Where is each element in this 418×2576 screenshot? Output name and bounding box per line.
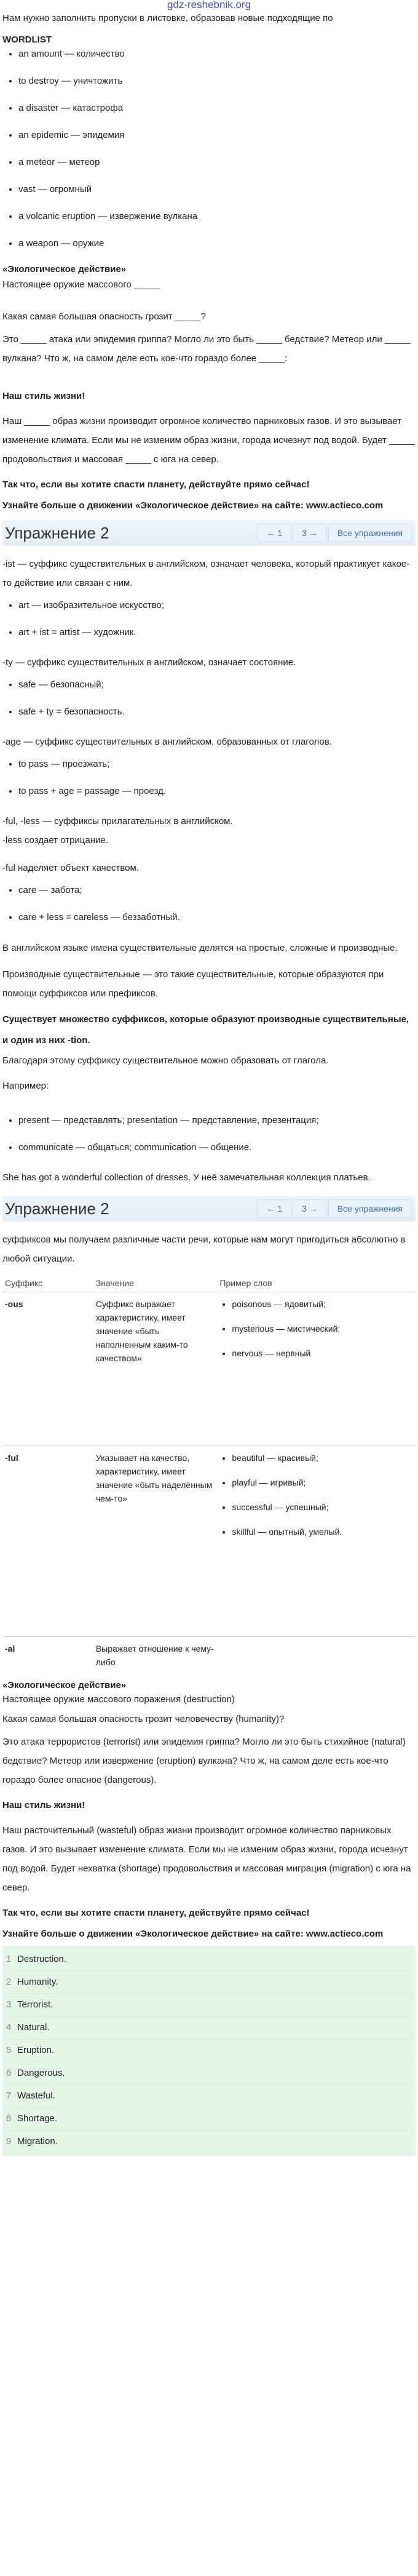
suffix-ist-list bbox=[2, 599, 416, 639]
answer-number: 3 bbox=[6, 1999, 12, 2010]
answer-number: 4 bbox=[6, 2022, 12, 2033]
answer-number: 6 bbox=[6, 2068, 12, 2078]
leaflet-paragraph: Наш стиль жизни! bbox=[2, 391, 85, 401]
next-exercise-button[interactable]: 3 → bbox=[293, 1199, 327, 1218]
suffix-ful-less: -ful, -less — суффиксы прилагательных в английском. bbox=[2, 816, 233, 826]
list-item: • nervous — нервный bbox=[232, 1346, 413, 1360]
suffix-ful: -ful наделяет объект качеством. bbox=[2, 863, 139, 873]
table-cell bbox=[217, 1446, 416, 1637]
table-cell: -al bbox=[2, 1637, 93, 1674]
list-item: • care — забота; bbox=[18, 884, 416, 897]
exercise-nav bbox=[257, 524, 412, 542]
table-cell: -ful bbox=[2, 1446, 93, 1637]
list-item: • present — представлять; presentation — представление, презентация; bbox=[18, 1114, 416, 1127]
all-exercises-button[interactable]: Все упражнения bbox=[328, 1199, 412, 1218]
table-header: Значение bbox=[93, 1274, 218, 1292]
answer-paragraph: Наш расточительный (wasteful) образ жизни производит огромное количество парниковых газов. И это вызывает изменение климата. Если мы не изменим образ жизни, города исчезнут под водой. Будет нехватка (shortage) продовольствия и массовая миграция (migration) с юга на север. bbox=[2, 1825, 411, 1893]
table-cell: Суффикс выражает характеристику, имеет значение «быть наполненным каким-то качеством» bbox=[93, 1292, 218, 1446]
list-item: • poisonous — ядовитый; bbox=[232, 1297, 413, 1311]
table-cell bbox=[217, 1637, 416, 1674]
suffix-ty: -ty — суффикс существительных в английском, означает состояние. bbox=[2, 657, 296, 668]
answer-paragraph: Какая самая большая опасность грозит человечеству (humanity)? bbox=[2, 1714, 285, 1724]
table-cell: -ous bbox=[2, 1292, 93, 1446]
document-body bbox=[0, 11, 418, 2156]
list-item: • art — изобразительное искусство; bbox=[18, 599, 416, 612]
table-cell: Выражает отношение к чему-либо bbox=[93, 1637, 218, 1674]
answer-heading: «Экологическое действие» bbox=[2, 1680, 127, 1690]
leaflet-paragraph: Настоящее оружие массового _____ bbox=[2, 279, 160, 290]
table-row bbox=[2, 1292, 416, 1446]
site-header-link[interactable]: gdz-reshebnik.org bbox=[167, 0, 251, 10]
answer-row bbox=[6, 2039, 412, 2062]
answer-text: Humanity. bbox=[17, 1977, 58, 1987]
leaflet-paragraph: Какая самая большая опасность грозит _____? bbox=[2, 311, 206, 322]
answer-number: 8 bbox=[6, 2113, 12, 2124]
next-exercise-button[interactable]: 3 → bbox=[293, 524, 327, 542]
text-paragraph: В английском языке имена существительные делятся на простые, сложные и производные. bbox=[2, 943, 398, 953]
wordlist-item: • a weapon — оружие bbox=[18, 237, 416, 250]
all-exercises-button[interactable]: Все упражнения bbox=[328, 524, 412, 542]
text-paragraph: Существует множество суффиксов, которые образуют производные существительные, и один из них -tion. bbox=[2, 1014, 409, 1046]
answer-paragraph: Так что, если вы хотите спасти планету, действуйте прямо сейчас! bbox=[2, 1908, 310, 1918]
leaflet-paragraph: Так что, если вы хотите спасти планету, действуйте прямо сейчас! bbox=[2, 479, 310, 490]
answer-number: 7 bbox=[6, 2090, 12, 2101]
answer-row bbox=[6, 1994, 412, 2017]
leaflet-heading: «Экологическое действие» bbox=[2, 264, 127, 274]
list-item: • beautiful — красивый; bbox=[232, 1451, 413, 1465]
answer-paragraph: Это атака террористов (terrorist) или эпидемия гриппа? Могло ли это быть стихийное (natural) бедствие? Метеор или извержение (eruption) вулкана? Что ж, на самом деле есть кое-что гораздо более опасное (dangerous). bbox=[2, 1737, 406, 1785]
suffix-tion-list bbox=[2, 1114, 416, 1154]
table-intro: суффиксов мы получаем различные части речи, которые нам могут пригодиться абсолютно в любой ситуации. bbox=[2, 1234, 406, 1264]
leaflet-paragraph: Узнайте больше о движении «Экологическое действие» на сайте: www.actieco.com bbox=[2, 500, 384, 511]
list-item: • playful — игривый; bbox=[232, 1476, 413, 1489]
list-item: • care + less = careless — беззаботный. bbox=[18, 911, 416, 924]
suffix-age-list bbox=[2, 758, 416, 798]
answer-text: Natural. bbox=[17, 2022, 50, 2033]
answer-text: Eruption. bbox=[17, 2045, 55, 2055]
answer-text: Terrorist. bbox=[17, 1999, 53, 2010]
text-paragraph: Производные существительные — это такие существительные, которые образуются при помощи суффиксов или префиксов. bbox=[2, 969, 384, 999]
table-header: Пример слов bbox=[217, 1274, 416, 1292]
wordlist-item: • a volcanic eruption — извержение вулкана bbox=[18, 210, 416, 223]
list-item: • art + ist = artist — художник. bbox=[18, 626, 416, 639]
table-row bbox=[2, 1446, 416, 1637]
answer-row bbox=[6, 2017, 412, 2039]
table-row bbox=[2, 1637, 416, 1674]
answer-row bbox=[6, 2062, 412, 2085]
answer-row bbox=[6, 2108, 412, 2130]
exercise-nav bbox=[257, 1199, 412, 1218]
wordlist-item: • an epidemic — эпидемия bbox=[18, 129, 416, 142]
exercise-nav-bar bbox=[2, 520, 416, 546]
wordlist-item: • a meteor — метеор bbox=[18, 156, 416, 169]
table-cell: Указывает на качество, характеристику, имеет значение «быть наделённым чем-то» bbox=[93, 1446, 218, 1637]
answer-paragraph: Наш стиль жизни! bbox=[2, 1800, 85, 1810]
text-paragraph: Благодаря этому суффиксу существительное можно образовать от глагола. bbox=[2, 1055, 329, 1066]
answer-number: 2 bbox=[6, 1977, 12, 1987]
suffix-less: -less создает отрицание. bbox=[2, 835, 108, 846]
answer-text: Dangerous. bbox=[17, 2068, 65, 2078]
list-item: • safe — безопасный; bbox=[18, 678, 416, 692]
suffix-ty-list bbox=[2, 678, 416, 719]
wordlist-title: WORDLIST bbox=[2, 34, 52, 45]
wordlist bbox=[2, 47, 416, 250]
answer-text: Migration. bbox=[17, 2136, 58, 2146]
answer-row bbox=[6, 1948, 412, 1971]
wordlist-item: • to destroy — уничтожить bbox=[18, 74, 416, 88]
list-item: • safe + ty = безопасность. bbox=[18, 705, 416, 719]
answer-text: Wasteful. bbox=[17, 2090, 55, 2101]
answers-block bbox=[2, 1946, 416, 2156]
exercise-nav-bar-2 bbox=[2, 1196, 416, 1222]
list-item: • successful — успешный; bbox=[232, 1500, 413, 1514]
list-item: • to pass — проезжать; bbox=[18, 758, 416, 771]
suffix-ful-list bbox=[2, 884, 416, 924]
intro-text: Нам нужно заполнить пропуски в листовке, образовав новые подходящие по bbox=[2, 13, 333, 23]
answer-text: Destruction. bbox=[17, 1954, 67, 1964]
table-header: Суффикс bbox=[2, 1274, 93, 1292]
list-item: • mysterious — мистический; bbox=[232, 1322, 413, 1335]
text-paragraph: She has got a wonderful collection of dresses. У неё замечательная коллекция платьев. bbox=[2, 1172, 371, 1183]
suffix-table bbox=[2, 1274, 416, 1674]
answer-paragraph: Настоящее оружие массового поражения (destruction) bbox=[2, 1694, 235, 1705]
exercise-title: Упражнение 2 bbox=[5, 1199, 109, 1218]
wordlist-item: • a disaster — катастрофа bbox=[18, 102, 416, 115]
suffix-age: -age — суффикс существительных в английском, образованных от глаголов. bbox=[2, 737, 332, 747]
list-item: • communicate — общаться; communication — общение. bbox=[18, 1141, 416, 1154]
table-cell bbox=[217, 1292, 416, 1446]
list-item: • skillful — опытный, умелый. bbox=[232, 1525, 413, 1538]
wordlist-item: • vast — огромный bbox=[18, 183, 416, 196]
answer-row bbox=[6, 2085, 412, 2108]
exercise-title: Упражнение 2 bbox=[5, 523, 109, 542]
answer-row bbox=[6, 1971, 412, 1994]
list-item: • to pass + age = passage — проезд. bbox=[18, 785, 416, 798]
prev-exercise-button[interactable]: ← 1 bbox=[257, 1199, 291, 1218]
prev-exercise-button[interactable]: ← 1 bbox=[257, 524, 291, 542]
answer-row bbox=[6, 2130, 412, 2153]
answer-number: 9 bbox=[6, 2136, 12, 2146]
wordlist-item: • an amount — количество bbox=[18, 47, 416, 61]
answer-paragraph: Узнайте больше о движении «Экологическое действие» на сайте: www.actieco.com bbox=[2, 1929, 384, 1939]
answer-number: 5 bbox=[6, 2045, 12, 2055]
leaflet-paragraph: Наш _____ образ жизни производит огромное количество парниковых газов. И это вызывает изменение климата. Если мы не изменим образ жизни, города исчезнут под водой. Будет _____ продовольствия и массовая _____ с юга на север. bbox=[2, 416, 415, 465]
text-paragraph: Например: bbox=[2, 1081, 49, 1091]
answer-number: 1 bbox=[6, 1954, 12, 1964]
suffix-ist: -ist — суффикс существительных в английском, означает человека, который практикует какое-то действие или связан с ним. bbox=[2, 559, 410, 588]
leaflet-paragraph: Это _____ атака или эпидемия гриппа? Могло ли это быть _____ бедствие? Метеор или _____ вулкана? Что ж, на самом деле есть кое-что гораздо более _____: bbox=[2, 334, 411, 364]
answer-text: Shortage. bbox=[17, 2113, 58, 2124]
